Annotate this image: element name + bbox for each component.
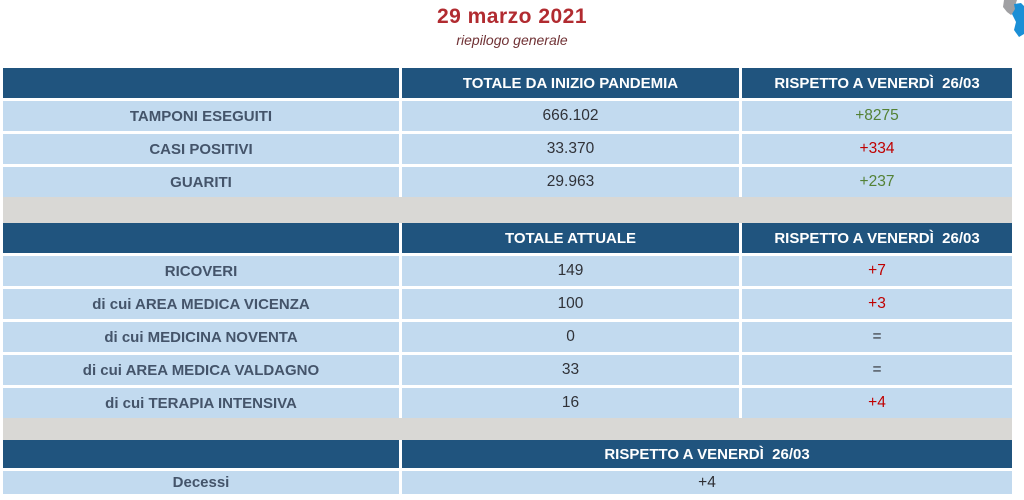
header-empty-cell (3, 223, 399, 253)
row-label-decessi: Decessi (3, 471, 399, 494)
header-empty-cell (3, 440, 399, 468)
row-delta-guariti: +237 (742, 167, 1012, 197)
row-total-ricoveri: 149 (402, 256, 739, 286)
row-delta-ricoveri: +7 (742, 256, 1012, 286)
page-subtitle: riepilogo generale (456, 32, 568, 48)
table-current-totals (3, 223, 1012, 418)
row-delta-decessi: +4 (402, 471, 1012, 494)
row-label-area-medica-vicenza: di cui AREA MEDICA VICENZA (3, 289, 399, 319)
row-delta-area-medica-valdagno: = (742, 355, 1012, 385)
row-label-guariti: GUARITI (3, 167, 399, 197)
header-vs-friday: RISPETTO A VENERDÌ 26/03 (402, 440, 1012, 468)
header-total-pandemic: TOTALE DA INIZIO PANDEMIA (402, 68, 739, 98)
row-total-area-medica-vicenza: 100 (402, 289, 739, 319)
row-total-area-medica-valdagno: 33 (402, 355, 739, 385)
row-total-medicina-noventa: 0 (402, 322, 739, 352)
row-delta-casi-positivi: +334 (742, 134, 1012, 164)
row-label-area-medica-valdagno: di cui AREA MEDICA VALDAGNO (3, 355, 399, 385)
row-total-guariti: 29.963 (402, 167, 739, 197)
header-vs-friday: RISPETTO A VENERDÌ 26/03 (742, 68, 1012, 98)
header-vs-friday: RISPETTO A VENERDÌ 26/03 (742, 223, 1012, 253)
header-total-current: TOTALE ATTUALE (402, 223, 739, 253)
row-label-medicina-noventa: di cui MEDICINA NOVENTA (3, 322, 399, 352)
title-block (0, 5, 1024, 48)
table-deaths (3, 440, 1012, 494)
row-total-casi-positivi: 33.370 (402, 134, 739, 164)
row-delta-terapia-intensiva: +4 (742, 388, 1012, 418)
gray-divider-band-1 (3, 197, 1012, 223)
row-label-casi-positivi: CASI POSITIVI (3, 134, 399, 164)
row-label-terapia-intensiva: di cui TERAPIA INTENSIVA (3, 388, 399, 418)
table-pandemic-totals (3, 68, 1012, 197)
row-total-terapia-intensiva: 16 (402, 388, 739, 418)
veneto-map-logo-icon (1000, 0, 1024, 40)
page-title: 29 marzo 2021 (436, 5, 588, 28)
row-total-tamponi: 666.102 (402, 101, 739, 131)
row-delta-tamponi: +8275 (742, 101, 1012, 131)
row-label-ricoveri: RICOVERI (3, 256, 399, 286)
row-label-tamponi: TAMPONI ESEGUITI (3, 101, 399, 131)
row-delta-medicina-noventa: = (742, 322, 1012, 352)
row-delta-area-medica-vicenza: +3 (742, 289, 1012, 319)
header-empty-cell (3, 68, 399, 98)
gray-divider-band-2 (3, 418, 1012, 440)
